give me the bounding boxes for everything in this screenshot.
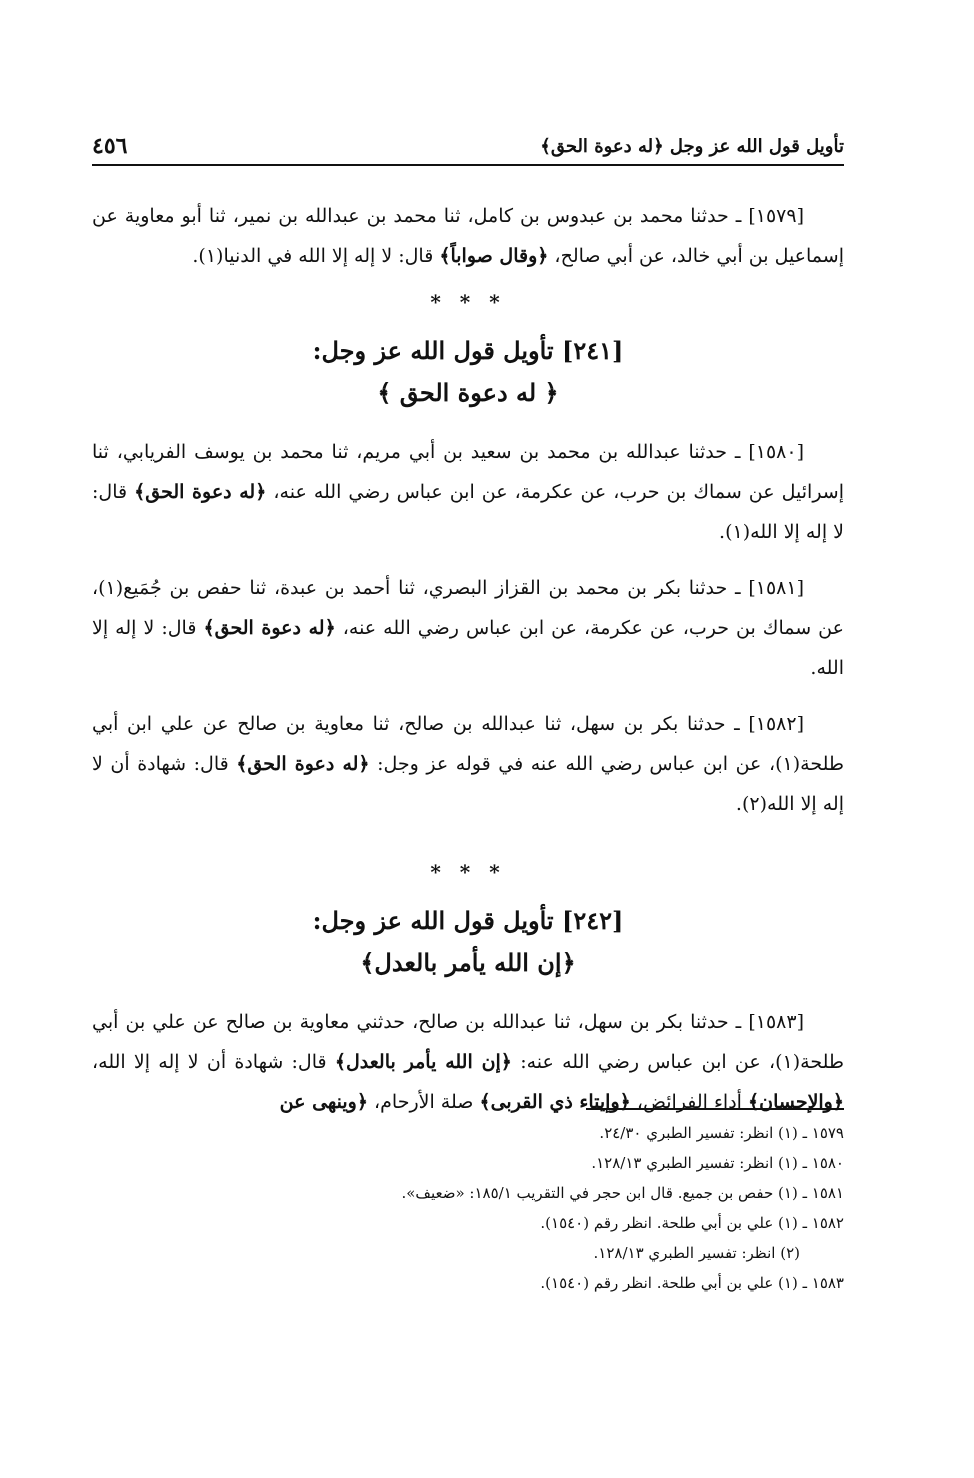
- section-separator: * * *: [430, 860, 506, 884]
- page-number: ٤٥٦: [92, 133, 128, 159]
- hadith-1581: [92, 568, 844, 688]
- chapter-title: [٢٤١] تأويل قول الله عز وجل:: [312, 336, 624, 365]
- hadith-1580: [92, 432, 844, 552]
- hadith-1582: [92, 704, 844, 824]
- hadith-text: [١٥٨٣] ـ حدثنا بكر بن سهل، ثنا عبدالله بن صالح، حدثني معاوية بن صالح عن علي بن أبي طلحة(١)، عن ابن عباس رضي الله عنه:: [92, 1011, 844, 1073]
- footnotes: [92, 1118, 844, 1298]
- hadith-text: قال: لا إله إلا الله(١).: [92, 481, 844, 543]
- running-header: [92, 128, 844, 166]
- hadith-text: [١٥٨٢] ـ حدثنا بكر بن سهل، ثنا عبدالله بن صالح، ثنا معاوية بن صالح عن علي ابن أبي طلحة(١)، عن ابن عباس رضي الله عنه في قوله عز وجل:: [92, 713, 845, 775]
- quran-quote: ﴿والإحسان﴾: [748, 1091, 844, 1113]
- hadith-text: قال: لا إله إلا الله.: [92, 617, 844, 679]
- chapter-heading-242: [92, 900, 844, 984]
- chapter-title: [٢٤٢] تأويل قول الله عز وجل:: [312, 906, 624, 935]
- header-title: تأويل قول الله عز وجل ﴿له دعوة الحق﴾: [540, 135, 844, 157]
- footnote: ١٥٨٢ ـ (١) علي بن أبي طلحة. انظر رقم (١٥٤٠).: [540, 1214, 844, 1232]
- quran-quote: ﴿له دعوة الحق﴾: [134, 481, 267, 503]
- quran-quote: ﴿وإيتاء ذي القربى﴾: [479, 1091, 631, 1113]
- footnote: ١٥٨٠ ـ (١) انظر: تفسير الطبري ١٢٨/١٣.: [591, 1154, 844, 1172]
- hadith-text: قال: لا إله إلا الله في الدنيا(١).: [192, 245, 440, 267]
- hadith-text: أداء الفرائض،: [630, 1091, 748, 1113]
- footnote: ١٥٨٣ ـ (١) علي بن أبي طلحة. انظر رقم (١٥٤٠).: [540, 1274, 844, 1292]
- hadith-text: [١٥٨٠] ـ حدثنا عبدالله بن محمد بن سعيد بن أبي مريم، ثنا محمد بن يوسف الفريابي، ثنا إسرائيل عن سماك بن حرب، عن عكرمة، عن ابن عباس رضي الله عنه،: [92, 441, 844, 503]
- hadith-text: [١٥٧٩] ـ حدثنا محمد بن عبدوس بن كامل، ثنا محمد بن عبدالله بن نمير، ثنا أبو معاوية عن إسماعيل بن أبي خالد، عن أبي صالح،: [92, 205, 844, 267]
- hadith-1583: [92, 1002, 844, 1122]
- footnote: ١٥٨١ ـ (١) حفص بن جميع. قال ابن حجر في التقريب ١٨٥/١: «ضعيف».: [401, 1184, 844, 1202]
- hadith-text: صلة الأرحام،: [368, 1091, 480, 1113]
- quran-quote: ﴿له دعوة الحق﴾: [203, 617, 336, 639]
- hadith-text: [١٥٨١] ـ حدثنا بكر بن محمد بن القزاز البصري، ثنا أحمد بن عبدة، ثنا حفص بن جُمَيع(١)، عن سماك بن حرب، عن عكرمة، عن ابن عباس رضي الله عنه،: [92, 577, 844, 639]
- section-separator: * * *: [430, 290, 506, 314]
- hadith-text: قال: شهادة أن لا إله إلا الله(٢).: [92, 753, 844, 815]
- hadith-text: قال: شهادة أن لا إله إلا الله،: [92, 1051, 335, 1073]
- quran-quote: ﴿إن الله يأمر بالعدل﴾: [334, 1051, 512, 1073]
- chapter-verse: ﴿إن الله يأمر بالعدل﴾: [360, 948, 576, 977]
- footnote-separator: [586, 1108, 844, 1110]
- main-text: [92, 196, 844, 1138]
- quran-quote: ﴿له دعوة الحق﴾: [236, 753, 370, 775]
- quran-quote: ﴿وينهى عن: [279, 1091, 368, 1113]
- quran-quote: ﴿وقال صواباً﴾: [439, 245, 549, 267]
- chapter-verse: ﴿ له دعوة الحق ﴾: [377, 378, 559, 407]
- footnote: ١٥٧٩ ـ (١) انظر: تفسير الطبري ٢٤/٣٠.: [599, 1124, 844, 1142]
- hadith-1579: [92, 196, 844, 276]
- chapter-heading-241: [92, 330, 844, 414]
- footnote: (٢) انظر: تفسير الطبري ١٢٨/١٣.: [593, 1244, 800, 1262]
